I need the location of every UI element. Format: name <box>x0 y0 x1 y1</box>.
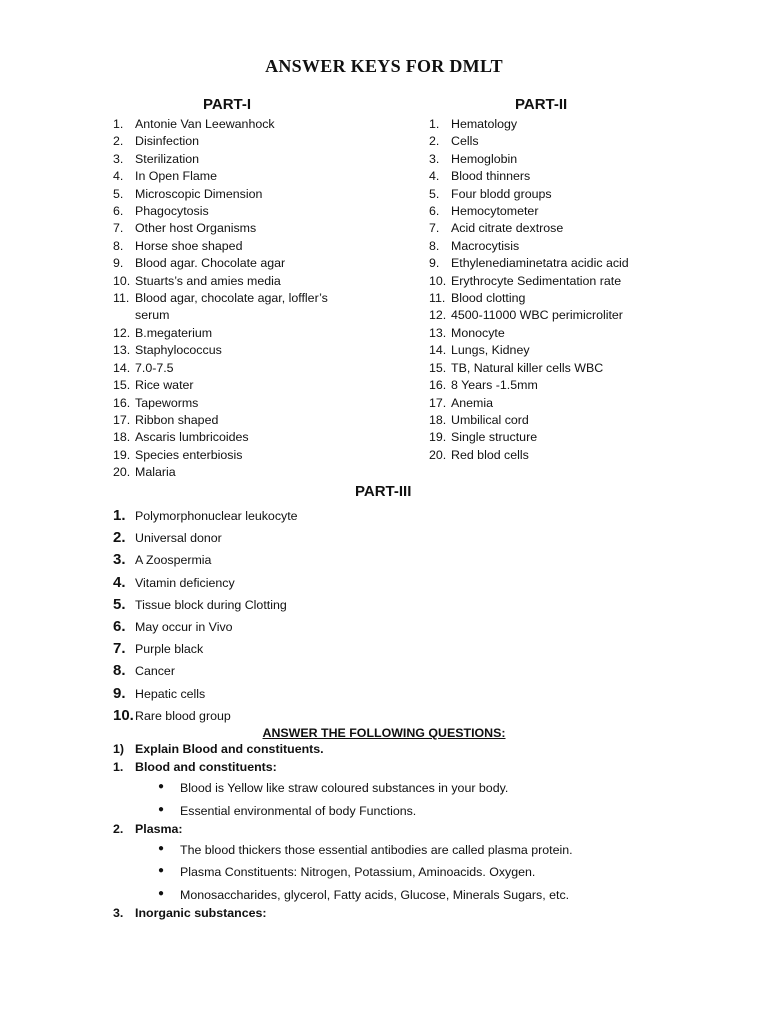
item-text: Red blod cells <box>451 447 529 462</box>
item-text: Horse shoe shaped <box>135 238 243 253</box>
part1-answer-item <box>113 220 353 237</box>
item-text: A Zoospermia <box>135 553 212 568</box>
item-number: 14. <box>429 343 447 358</box>
part1-answer-item <box>113 151 353 168</box>
item-number: 18. <box>113 430 131 445</box>
subheading-number: 3. <box>113 906 124 920</box>
subheading-1 <box>113 760 673 774</box>
item-text: Antonie Van Leewanhock <box>135 117 275 131</box>
item-text: Stuarts’s and amies media <box>135 273 281 288</box>
item-text: Anemia <box>451 395 494 410</box>
part3-answer-item <box>113 638 413 660</box>
part2-answer-item <box>429 133 669 150</box>
subheading-2 <box>113 822 673 836</box>
item-number: 11. <box>429 291 446 306</box>
item-text: 8 Years -1.5mm <box>451 378 538 393</box>
part3-answer-item <box>113 660 413 682</box>
item-number: 7. <box>113 640 126 658</box>
part1-answer-item <box>113 186 353 203</box>
part2-answer-item <box>429 447 669 464</box>
item-number: 7. <box>113 221 124 236</box>
item-text: Vitamin deficiency <box>135 575 235 590</box>
item-text: Hemocytometer <box>451 204 539 219</box>
item-number: 10. <box>429 273 447 288</box>
part2-answer-list <box>429 116 669 464</box>
item-number: 8. <box>113 662 126 680</box>
part1-answer-item <box>113 168 353 185</box>
item-text: Ethylenediaminetatra acidic acid <box>451 256 629 271</box>
bullet-text: The blood thickers those essential antibodies are called plasma protein. <box>180 843 573 857</box>
subheading-number: 1. <box>113 760 124 774</box>
part1-answer-item <box>113 238 353 255</box>
part2-answer-item <box>429 255 669 272</box>
item-text: Blood agar, chocolate agar, loffler’s serum <box>135 291 328 323</box>
item-text: Macrocytisis <box>451 238 520 253</box>
item-text: Ascaris lumbricoides <box>135 430 249 445</box>
item-text: Blood agar. Chocolate agar <box>135 256 286 271</box>
item-number: 9. <box>113 256 124 271</box>
subheading-text: Inorganic substances: <box>135 906 267 920</box>
item-text: Hematology <box>451 117 518 131</box>
bullet-text: Essential environmental of body Functions. <box>180 804 417 818</box>
item-text: 7.0-7.5 <box>135 360 174 375</box>
item-number: 3. <box>113 151 124 166</box>
item-number: 17. <box>429 395 447 410</box>
part1-answer-list <box>113 116 353 482</box>
part1-answer-item <box>113 290 353 325</box>
item-number: 16. <box>113 395 131 410</box>
item-number: 1. <box>113 507 126 524</box>
subheading-text: Plasma: <box>135 822 183 836</box>
item-number: 9. <box>113 684 126 702</box>
item-text: May occur in Vivo <box>135 620 233 635</box>
item-number: 14. <box>113 360 131 375</box>
questions-heading: ANSWER THE FOLLOWING QUESTIONS: <box>262 726 506 740</box>
part3-answer-item <box>113 594 413 616</box>
item-text: Species enterbiosis <box>135 447 243 462</box>
part1-heading: PART-I <box>203 96 252 113</box>
part2-answer-item <box>429 360 669 377</box>
item-number: 12. <box>429 308 447 323</box>
item-number: 6. <box>113 618 126 636</box>
item-number: 1. <box>113 117 124 131</box>
item-text: Single structure <box>451 430 538 445</box>
bullet-dot-icon: ● <box>158 888 165 899</box>
bullet-text: Blood is Yellow like straw coloured substances in your body. <box>180 781 509 795</box>
part1-answer-item <box>113 377 353 394</box>
item-text: 4500-11000 WBC perimicroliter <box>451 308 623 323</box>
item-text: Monocyte <box>451 325 505 340</box>
item-number: 5. <box>113 595 126 613</box>
part2-answer-item <box>429 186 669 203</box>
item-text: Phagocytosis <box>135 204 209 219</box>
item-number: 11. <box>113 291 130 306</box>
item-text: Polymorphonuclear leukocyte <box>135 509 298 523</box>
item-text: Tissue block during Clotting <box>135 597 287 612</box>
bullet-dot-icon: ● <box>158 865 165 876</box>
part1-answer-item <box>113 464 353 481</box>
part1-answer-item <box>113 273 353 290</box>
part2-answer-item <box>429 342 669 359</box>
part2-answer-item <box>429 168 669 185</box>
item-text: Acid citrate dextrose <box>451 221 564 236</box>
part1-answer-item <box>113 447 353 464</box>
part3-answer-item <box>113 549 413 571</box>
item-text: Rare blood group <box>135 708 231 723</box>
part1-answer-item <box>113 360 353 377</box>
item-number: 16. <box>429 378 447 393</box>
bullet-dot-icon: ● <box>158 843 165 854</box>
item-number: 9. <box>429 256 440 271</box>
part2-answer-item <box>429 151 669 168</box>
item-text: Sterilization <box>135 151 200 166</box>
item-number: 20. <box>113 465 131 480</box>
part3-answer-list <box>113 505 413 727</box>
part2-answer-item <box>429 412 669 429</box>
item-number: 4. <box>429 169 440 184</box>
part3-answer-item <box>113 616 413 638</box>
part3-answer-item <box>113 527 413 549</box>
part2-answer-item <box>429 377 669 394</box>
item-text: Microscopic Dimension <box>135 186 263 201</box>
item-text: Umbilical cord <box>451 412 529 427</box>
part2-answer-item <box>429 273 669 290</box>
part1-answer-item <box>113 325 353 342</box>
part2-answer-item <box>429 238 669 255</box>
part1-answer-item <box>113 395 353 412</box>
item-text: Universal donor <box>135 531 222 546</box>
item-number: 6. <box>429 204 440 219</box>
item-text: Four blodd groups <box>451 186 552 201</box>
item-number: 12. <box>113 325 131 340</box>
item-number: 3. <box>113 551 126 569</box>
part1-answer-item <box>113 255 353 272</box>
item-text: Hemoglobin <box>451 151 518 166</box>
question-1 <box>113 742 673 756</box>
item-number: 3. <box>429 151 440 166</box>
item-number: 1. <box>429 117 440 131</box>
subheading-text: Blood and constituents: <box>135 760 277 774</box>
item-text: Cells <box>451 134 479 149</box>
item-text: Other host Organisms <box>135 221 257 236</box>
item-text: Blood thinners <box>451 169 531 184</box>
item-number: 18. <box>429 412 447 427</box>
part2-answer-item <box>429 429 669 446</box>
item-text: Hepatic cells <box>135 686 206 701</box>
item-text: Purple black <box>135 642 204 657</box>
bullet-text: Monosaccharides, glycerol, Fatty acids, Glucose, Minerals Sugars, etc. <box>180 888 570 902</box>
part2-answer-item <box>429 220 669 237</box>
bullet-text: Plasma Constituents: Nitrogen, Potassium, Aminoacids. Oxygen. <box>180 865 536 879</box>
part2-answer-item <box>429 203 669 220</box>
item-number: 2. <box>113 529 126 547</box>
item-text: Ribbon shaped <box>135 412 219 427</box>
part3-heading: PART-III <box>355 483 412 500</box>
item-number: 19. <box>429 430 447 445</box>
part2-answer-item <box>429 290 669 307</box>
part2-answer-item <box>429 307 669 324</box>
item-number: 19. <box>113 447 131 462</box>
part2-answer-item <box>429 325 669 342</box>
part1-answer-item <box>113 429 353 446</box>
question-text: Explain Blood and constituents. <box>135 742 324 756</box>
item-number: 13. <box>113 343 131 358</box>
item-number: 4. <box>113 573 126 591</box>
item-text: Rice water <box>135 378 194 393</box>
part1-answer-item <box>113 342 353 359</box>
item-number: 15. <box>429 360 447 375</box>
bullet-dot-icon: ● <box>158 781 165 792</box>
subheading-3 <box>113 906 673 920</box>
item-number: 7. <box>429 221 440 236</box>
item-number: 5. <box>113 186 124 201</box>
part1-answer-item <box>113 203 353 220</box>
item-number: 2. <box>113 134 124 149</box>
item-number: 10. <box>113 273 131 288</box>
item-number: 8. <box>113 238 124 253</box>
item-text: Staphylococcus <box>135 343 222 358</box>
item-number: 15. <box>113 378 131 393</box>
item-number: 17. <box>113 412 131 427</box>
part3-answer-item <box>113 705 413 727</box>
item-text: B.megaterium <box>135 325 213 340</box>
item-number: 20. <box>429 447 447 462</box>
item-number: 8. <box>429 238 440 253</box>
part2-heading: PART-II <box>515 96 568 113</box>
item-text: In Open Flame <box>135 169 217 184</box>
item-text: Malaria <box>135 465 176 480</box>
part2-answer-item <box>429 395 669 412</box>
item-number: 2. <box>429 134 440 149</box>
part2-answer-item <box>429 116 669 133</box>
item-number: 13. <box>429 325 447 340</box>
item-text: Blood clotting <box>451 291 526 306</box>
part3-answer-item <box>113 572 413 594</box>
item-text: Disinfection <box>135 134 200 149</box>
item-text: TB, Natural killer cells WBC <box>451 360 604 375</box>
subheading-number: 2. <box>113 822 124 836</box>
page-title: ANSWER KEYS FOR DMLT <box>265 56 503 76</box>
question-number: 1) <box>113 742 125 756</box>
item-number: 5. <box>429 186 440 201</box>
part3-answer-item <box>113 683 413 705</box>
bullet-dot-icon: ● <box>158 804 165 815</box>
part1-answer-item <box>113 412 353 429</box>
item-text: Erythrocyte Sedimentation rate <box>451 273 622 288</box>
item-number: 10. <box>113 706 134 724</box>
part1-answer-item <box>113 116 353 133</box>
item-text: Cancer <box>135 664 175 679</box>
part3-answer-item <box>113 505 413 527</box>
item-text: Lungs, Kidney <box>451 343 530 358</box>
item-number: 6. <box>113 204 124 219</box>
item-number: 4. <box>113 169 124 184</box>
part1-answer-item <box>113 133 353 150</box>
item-text: Tapeworms <box>135 395 199 410</box>
